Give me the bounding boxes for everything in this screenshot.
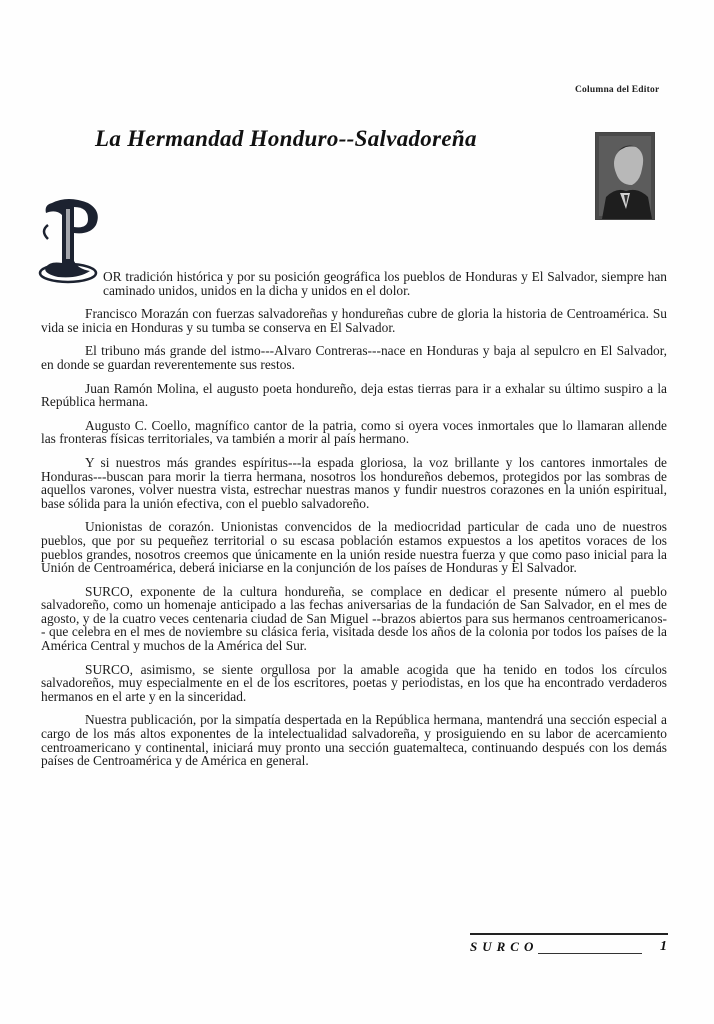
editor-portrait	[595, 132, 655, 220]
section-label: Columna del Editor	[575, 85, 660, 95]
paragraph: Y si nuestros más grandes espíritus---la espada gloriosa, la voz brillante y los cantores inmortales de Honduras---buscan para morir la tierra hermana, nosotros los hondureños debemos, protegidos por las sombras de aquellos varones, volver nuestra vista, estrechar nuestras manos y fundir nuestros corazones en la unión espiritual, base sólida para la unión efectiva, con el pueblo salvadoreño.	[41, 454, 667, 511]
paragraph: SURCO, exponente de la cultura hondureña, se complace en dedicar el presente número al pueblo salvadoreño, como un homenaje anticipado a las fechas aniversarias de la fundación de San Salvador, en el mes de agosto, y de la cuatro veces centenaria ciudad de San Miguel --brazos abiertos para sus hermanos centroamericanos-- que celebra en el mes de noviembre su clásica feria, visitada desde los años de la colonia por todos los países de la América Central y muchos de la América del Sur.	[41, 583, 667, 654]
article-title: La Hermandad Honduro--Salvadoreña	[95, 126, 477, 151]
article-body	[41, 270, 667, 778]
paragraph: El tribuno más grande del istmo---Alvaro Contreras---nace en Honduras y baja al sepulcro en El Salvador, en donde se guardan reverentemente sus restos.	[41, 343, 667, 372]
portrait-image	[596, 133, 654, 219]
paragraph: OR tradición histórica y por su posición geográfica los pueblos de Honduras y El Salvador, siempre han caminado unidos, unidos en la dicha y unidos en el dolor.	[103, 269, 667, 298]
paragraph: Nuestra publicación, por la simpatía despertada en la República hermana, mantendrá una sección especial a cargo de los más altos exponentes de la intelectualidad salvadoreña, y prosiguiendo en su labor de acercamiento centroamericano y continental, iniciará muy pronto una sección guatemalteca, continuando después con los demás países de Centroamérica y de América en general.	[41, 712, 667, 769]
paragraph: SURCO, asimismo, se siente orgullosa por la amable acogida que ha tenido en todos los círculos salvadoreños, muy especialmente en el de los escritores, poetas y periodistas, en los que ha encontrado verdaderos hermanos en el arte y en la sinceridad.	[41, 661, 667, 704]
footer-rule	[470, 933, 668, 935]
paragraph: Unionistas de corazón. Unionistas convencidos de la mediocridad particular de cada uno de nuestros pueblos, que por su pequeñez territorial o su escasa población estamos expuestos a los apetitos voraces de los pueblos grandes, nosotros creemos que únicamente en la unión reside nuestra fuerza y que como paso inicial para la Unión de Centroamérica, deberá iniciarse en la conjunción de los países de Honduras y El Salvador.	[41, 519, 667, 576]
paragraph: Juan Ramón Molina, el augusto poeta hondureño, deja estas tierras para ir a exhalar su último suspiro a la República hermana.	[41, 380, 667, 410]
paragraph: Augusto C. Coello, magnífico cantor de la patria, como si oyera voces inmortales que lo llamaran allende las fronteras físicas territoriales, va también a morir al país hermano.	[41, 417, 667, 447]
page-number: 1	[660, 939, 667, 954]
paragraph: Francisco Morazán con fuerzas salvadoreñas y hondureñas cubre de gloria la historia de Centroamérica. Su vida se inicia en Honduras y su tumba se conserva en El Salvador.	[41, 306, 667, 335]
footer-publication-name: SURCO	[470, 939, 539, 954]
footer-line	[538, 953, 642, 954]
